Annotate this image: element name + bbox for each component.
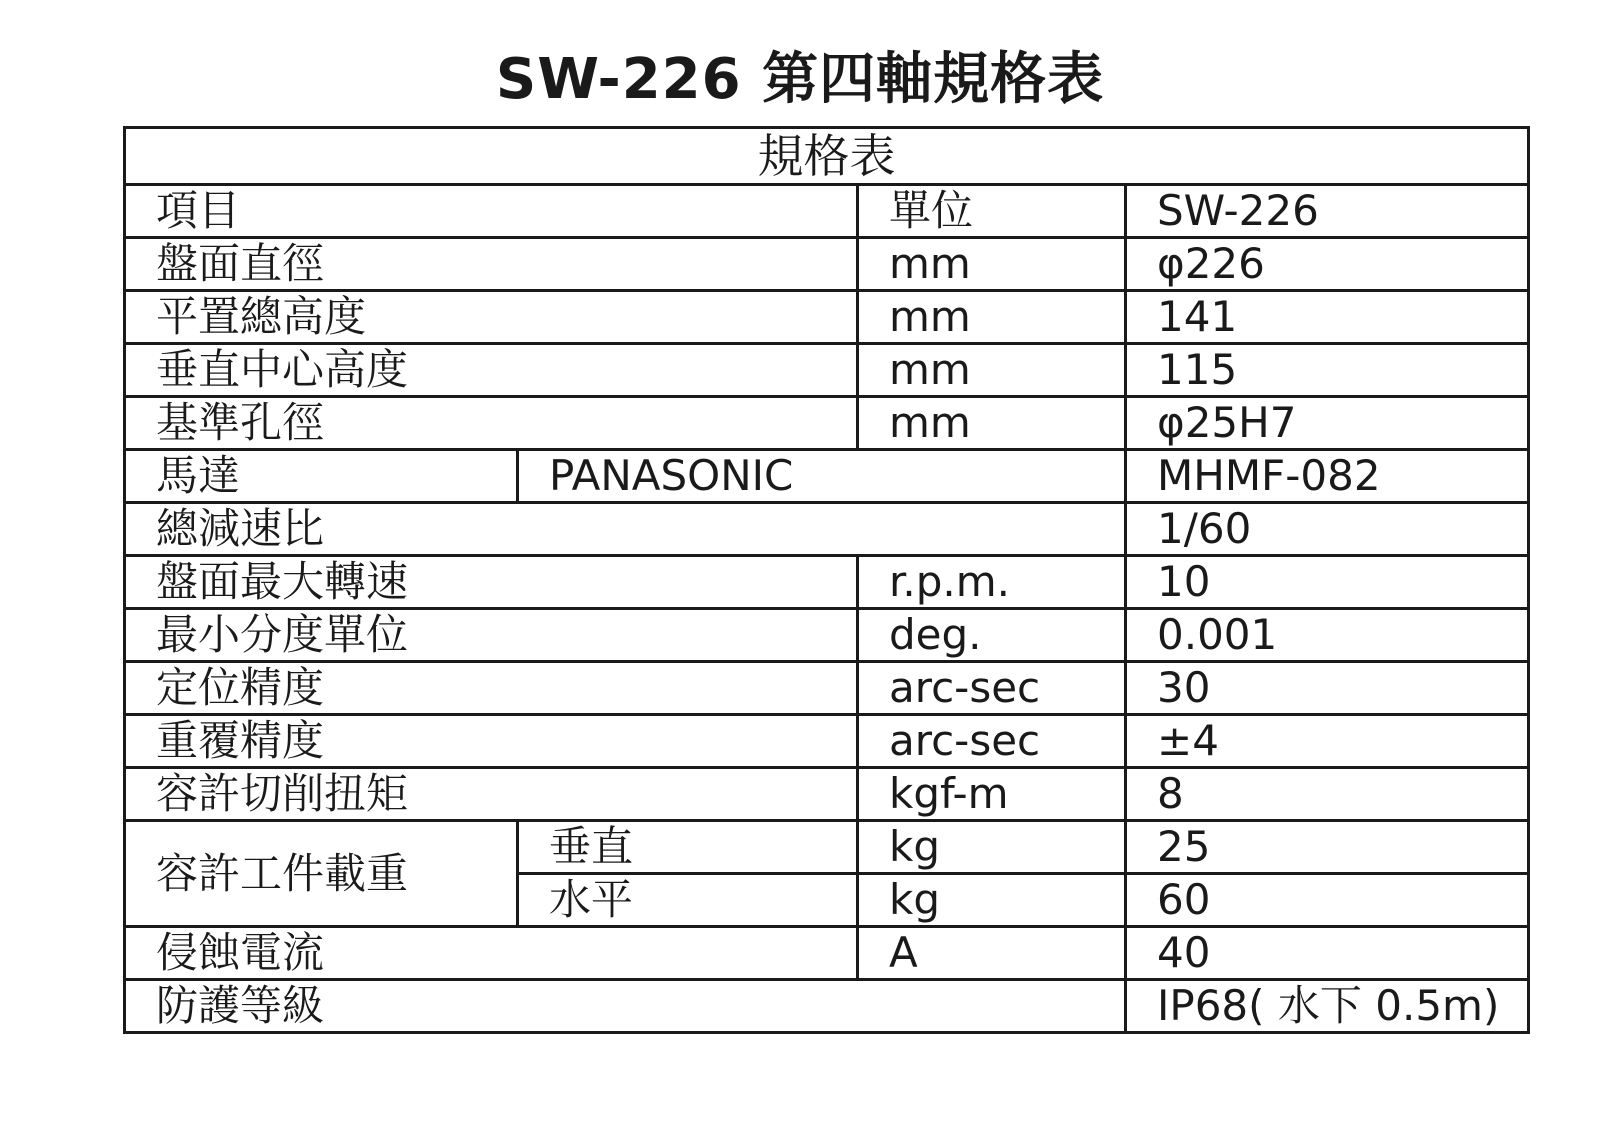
row-item: 平置總高度 — [125, 291, 858, 344]
table-row — [125, 768, 1529, 821]
row-item: 重覆精度 — [125, 715, 858, 768]
table-row — [125, 238, 1529, 291]
table-row — [125, 662, 1529, 715]
column-header-item: 項目 — [125, 185, 858, 238]
row-unit: kgf-m — [858, 768, 1126, 821]
row-item: 盤面最大轉速 — [125, 556, 858, 609]
column-header-unit: 單位 — [858, 185, 1126, 238]
row-value: 25 — [1126, 821, 1529, 874]
load-sub-label: 水平 — [518, 874, 858, 927]
row-item: 防護等級 — [125, 980, 1126, 1033]
column-header-value: SW-226 — [1126, 185, 1529, 238]
table-row — [125, 980, 1529, 1033]
table-row — [125, 344, 1529, 397]
table-row — [125, 397, 1529, 450]
row-item: 總減速比 — [125, 503, 1126, 556]
table-row — [125, 291, 1529, 344]
row-value: φ25H7 — [1126, 397, 1529, 450]
row-unit: arc-sec — [858, 715, 1126, 768]
motor-brand: PANASONIC — [518, 450, 1126, 503]
row-unit: mm — [858, 238, 1126, 291]
table-row-motor — [125, 450, 1529, 503]
table-header: 規格表 — [125, 128, 1529, 185]
row-value: 0.001 — [1126, 609, 1529, 662]
row-unit: mm — [858, 344, 1126, 397]
row-unit: A — [858, 927, 1126, 980]
row-unit: mm — [858, 291, 1126, 344]
row-value: 40 — [1126, 927, 1529, 980]
row-value: IP68( 水下 0.5m) — [1126, 980, 1529, 1033]
row-value: φ226 — [1126, 238, 1529, 291]
row-item: 馬達 — [125, 450, 518, 503]
load-sub-label: 垂直 — [518, 821, 858, 874]
table-row — [125, 609, 1529, 662]
row-unit: arc-sec — [858, 662, 1126, 715]
spec-table — [123, 126, 1530, 1034]
row-value: 8 — [1126, 768, 1529, 821]
column-header-row — [125, 185, 1529, 238]
row-value: 30 — [1126, 662, 1529, 715]
row-item: 盤面直徑 — [125, 238, 858, 291]
row-item: 最小分度單位 — [125, 609, 858, 662]
page-title: SW-226 第四軸規格表 — [495, 47, 1105, 112]
table-header-row — [125, 128, 1529, 185]
row-value: 10 — [1126, 556, 1529, 609]
row-value: 141 — [1126, 291, 1529, 344]
table-row — [125, 715, 1529, 768]
row-item: 容許工件載重 — [125, 821, 518, 927]
row-item: 定位精度 — [125, 662, 858, 715]
row-item: 容許切削扭矩 — [125, 768, 858, 821]
table-row — [125, 556, 1529, 609]
row-value: 115 — [1126, 344, 1529, 397]
row-value: ±4 — [1126, 715, 1529, 768]
table-row — [125, 503, 1529, 556]
row-unit: r.p.m. — [858, 556, 1126, 609]
row-item: 垂直中心高度 — [125, 344, 858, 397]
row-unit: deg. — [858, 609, 1126, 662]
row-item: 侵蝕電流 — [125, 927, 858, 980]
table-row-load-vertical — [125, 821, 1529, 874]
row-value: 1/60 — [1126, 503, 1529, 556]
row-unit: mm — [858, 397, 1126, 450]
row-unit: kg — [858, 821, 1126, 874]
table-row — [125, 927, 1529, 980]
row-item: 基準孔徑 — [125, 397, 858, 450]
row-unit: kg — [858, 874, 1126, 927]
row-value: 60 — [1126, 874, 1529, 927]
row-value: MHMF-082 — [1126, 450, 1529, 503]
